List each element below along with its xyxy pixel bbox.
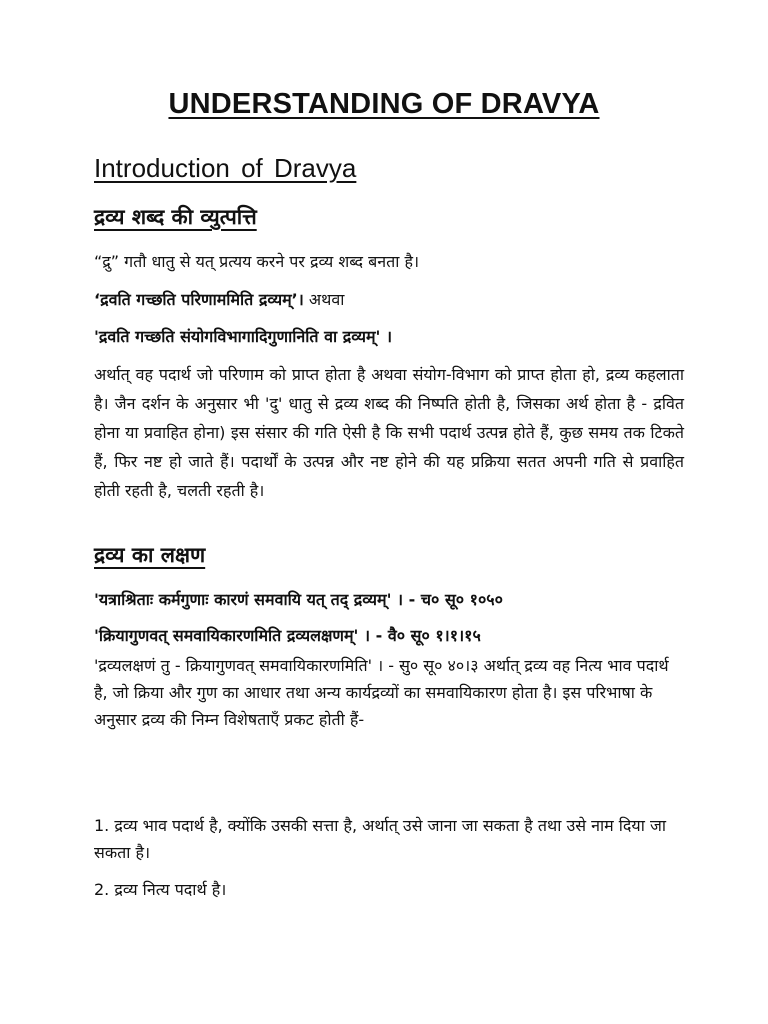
- definition-quote-1: 'यत्राश्रिताः कर्मगुणाः कारणं समवायि यत् तद् द्रव्यम्' । - च० सू० १०५०: [94, 590, 503, 609]
- section-heading-definition: द्रव्य का लक्षण: [94, 543, 206, 567]
- etymology-quote-2: 'द्रवति गच्छति संयोगविभागादिगुणानिति वा द्रव्यम्' ।: [94, 327, 393, 346]
- definition-paragraph: 'द्रव्यलक्षणं तु - क्रियागुणवत् समवायिकारणमिति' । - सु० सू० ४०।३ अर्थात् द्रव्य वह नित्य भाव पदार्थ है, जो क्रिया और गुण का आधार तथा अन्य कार्यद्रव्यों का समवायिकारण होता है। इस परिभाषा के अनुसार द्रव्य की निम्न विशेषताएँ प्रकट होती हैं-: [94, 656, 669, 729]
- document-title: UNDERSTANDING OF DRAVYA: [168, 88, 600, 120]
- etymology-quote-1: ‘द्रवति गच्छति परिणाममिति द्रव्यम्’।: [94, 290, 304, 309]
- definition-quote-2: 'क्रियागुणवत् समवायिकारणमिति द्रव्यलक्षणम्' । - वै० सू० १।१।१५: [94, 626, 481, 645]
- list-item: 1. द्रव्य भाव पदार्थ है, क्योंकि उसकी सत्ता है, अर्थात् उसे जाना जा सकता है तथा उसे नाम दिया जा सकता है।: [94, 816, 666, 862]
- etymology-line-2-suffix: अथवा: [303, 290, 345, 309]
- etymology-paragraph: अर्थात् वह पदार्थ जो परिणाम को प्राप्त होता है अथवा संयोग-विभाग को प्राप्त होता हो, द्रव्य कहलाता है। जैन दर्शन के अनुसार भी 'दु' धातु से द्रव्य शब्द की निष्पति होती है, जिसका अर्थ होता है - द्रवित होना या प्रवाहित होना) इस संसार की गति ऐसी है कि सभी पदार्थ उत्पन्न होते हैं, कुछ समय तक टिकते हैं, फिर नष्ट हो जाते हैं। पदार्थों के उत्पन्न और नष्ट होने की यह प्रक्रिया सतत अपनी गति से प्रवाहित होती रहती है, चलती रहती है।: [94, 365, 684, 500]
- list-item: 2. द्रव्य नित्य पदार्थ है।: [94, 880, 227, 899]
- etymology-line-1: “द्रु” गतौ धातु से यत् प्रत्यय करने पर द्रव्य शब्द बनता है।: [94, 252, 420, 271]
- etymology-line-2: [94, 290, 684, 310]
- section-heading-etymology: द्रव्य शब्द की व्युत्पत्ति: [94, 205, 257, 229]
- document-subtitle: Introduction of Dravya: [94, 153, 357, 183]
